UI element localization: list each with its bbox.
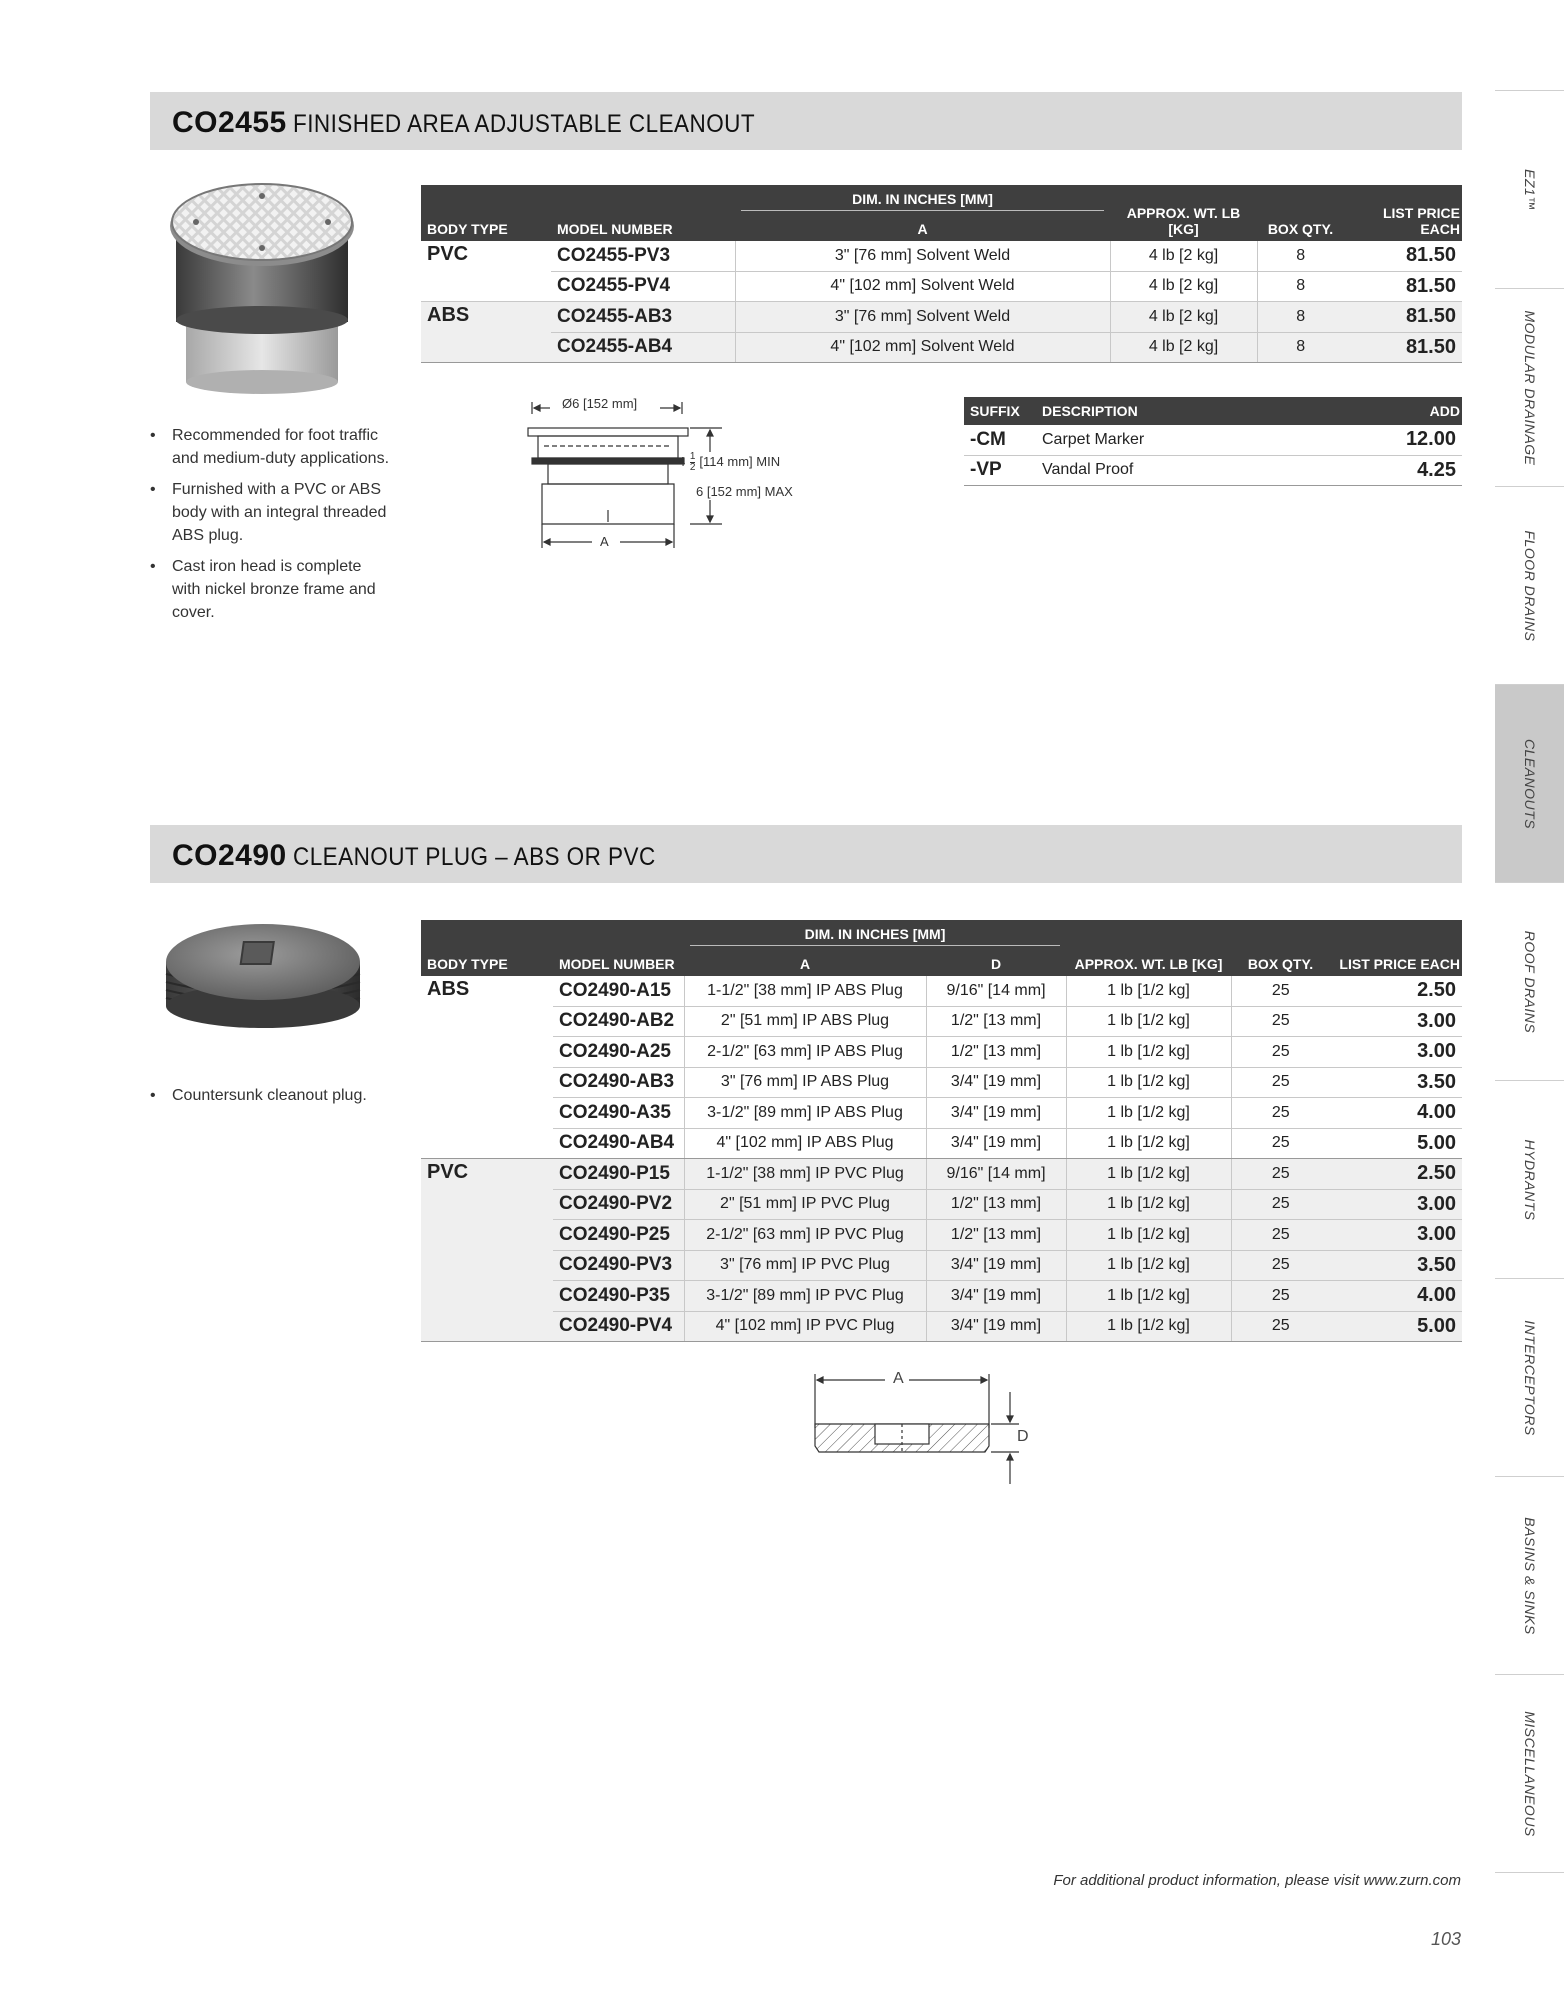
model-number-header: MODEL NUMBER <box>553 948 684 976</box>
tab-cleanouts[interactable] <box>1495 684 1564 883</box>
model-cell: CO2490-PV2 <box>553 1189 684 1220</box>
dim-a-cell: 3" [76 mm] Solvent Weld <box>735 241 1110 271</box>
tab-miscellaneous[interactable] <box>1495 1674 1564 1873</box>
co2490-spec-table <box>421 920 1462 1342</box>
dim-d-cell: 3/4" [19 mm] <box>926 1128 1066 1159</box>
table-row <box>421 1037 1462 1068</box>
price-cell: 2.50 <box>1330 1159 1462 1190</box>
add-header: ADD <box>1362 397 1462 425</box>
co2490-features <box>150 1084 390 1115</box>
body-type-cell: ABS <box>421 976 553 1159</box>
table-row <box>964 455 1462 486</box>
table-row <box>421 1281 1462 1312</box>
dim-d-cell: 1/2" [13 mm] <box>926 1006 1066 1037</box>
table-row <box>421 1128 1462 1159</box>
price-cell: 4.00 <box>1330 1281 1462 1312</box>
tab-label: BASINS & SINKS <box>1521 1517 1538 1635</box>
price-cell: 3.50 <box>1330 1250 1462 1281</box>
weight-cell: 1 lb [1/2 kg] <box>1066 1311 1231 1342</box>
price-cell: 3.00 <box>1330 1006 1462 1037</box>
dim-a-label: A <box>893 1370 904 1387</box>
weight-cell: 1 lb [1/2 kg] <box>1066 1037 1231 1068</box>
box-qty-cell: 25 <box>1231 1189 1330 1220</box>
section-header-co2455 <box>150 92 1462 150</box>
box-qty-cell: 25 <box>1231 1220 1330 1251</box>
weight-cell: 4 lb [2 kg] <box>1110 271 1257 302</box>
box-qty-cell: 25 <box>1231 1281 1330 1312</box>
box-qty-cell: 25 <box>1231 1159 1330 1190</box>
box-qty-header: BOX QTY. <box>1231 920 1330 976</box>
dim-a-cell: 1-1/2" [38 mm] IP ABS Plug <box>684 976 926 1006</box>
model-cell: CO2490-PV4 <box>553 1311 684 1342</box>
dim-a-header: A <box>735 213 1110 241</box>
co2455-features <box>150 424 390 632</box>
tab-modular-drainage[interactable] <box>1495 288 1564 487</box>
table-row <box>421 1098 1462 1129</box>
tab-ez1[interactable] <box>1495 90 1564 289</box>
price-cell: 3.00 <box>1330 1037 1462 1068</box>
dim-d-cell: 3/4" [19 mm] <box>926 1250 1066 1281</box>
dim-a-cell: 3" [76 mm] IP PVC Plug <box>684 1250 926 1281</box>
body-type-cell: ABS <box>421 302 551 363</box>
box-qty-cell: 8 <box>1257 302 1344 333</box>
dim-a-cell: 2" [51 mm] IP ABS Plug <box>684 1006 926 1037</box>
dim-d-cell: 3/4" [19 mm] <box>926 1098 1066 1129</box>
weight-cell: 1 lb [1/2 kg] <box>1066 1159 1231 1190</box>
dim-a-cell: 4" [102 mm] IP PVC Plug <box>684 1311 926 1342</box>
tab-label: FLOOR DRAINS <box>1521 530 1538 642</box>
model-cell: CO2490-AB4 <box>553 1128 684 1159</box>
weight-header: APPROX. WT. LB [KG] <box>1110 185 1257 241</box>
weight-cell: 1 lb [1/2 kg] <box>1066 1250 1231 1281</box>
list-price-header: LIST PRICE EACH <box>1330 920 1462 976</box>
box-qty-cell: 25 <box>1231 1037 1330 1068</box>
table-row <box>964 425 1462 455</box>
description-cell: Vandal Proof <box>1036 455 1362 486</box>
adjustable-cleanout-photo <box>160 182 366 397</box>
dim-a-cell: 2" [51 mm] IP PVC Plug <box>684 1189 926 1220</box>
price-cell: 81.50 <box>1344 302 1462 333</box>
model-cell: CO2490-A25 <box>553 1037 684 1068</box>
dim-a-cell: 3-1/2" [89 mm] IP ABS Plug <box>684 1098 926 1129</box>
add-price-cell: 4.25 <box>1362 455 1462 486</box>
model-cell: CO2490-P25 <box>553 1220 684 1251</box>
tab-basins-sinks[interactable] <box>1495 1476 1564 1675</box>
feature-item: • Furnished with a PVC or ABS body with an integral threaded ABS plug. <box>150 481 387 544</box>
dim-d-cell: 9/16" [14 mm] <box>926 976 1066 1006</box>
suffix-cell: -VP <box>964 455 1036 486</box>
tab-floor-drains[interactable] <box>1495 486 1564 685</box>
feature-item: • Cast iron head is complete with nickel bronze frame and cover. <box>150 558 376 621</box>
price-cell: 3.50 <box>1330 1067 1462 1098</box>
dim-a-cell: 4" [102 mm] Solvent Weld <box>735 332 1110 363</box>
dim-a-header: A <box>684 948 926 976</box>
model-cell: CO2455-AB3 <box>551 302 735 333</box>
model-cell: CO2490-PV3 <box>553 1250 684 1281</box>
tab-label: EZ1™ <box>1521 169 1538 211</box>
table-row <box>421 241 1462 271</box>
box-qty-cell: 25 <box>1231 1128 1330 1159</box>
price-cell: 5.00 <box>1330 1128 1462 1159</box>
tab-label: CLEANOUTS <box>1521 738 1538 830</box>
price-cell: 5.00 <box>1330 1311 1462 1342</box>
box-qty-cell: 8 <box>1257 332 1344 363</box>
price-cell: 81.50 <box>1344 271 1462 302</box>
cleanout-plug-photo <box>160 912 366 1042</box>
add-price-cell: 12.00 <box>1362 425 1462 455</box>
min-height-label: 4 $\frac{1}{2}$ [114 mm] MIN <box>678 451 781 473</box>
tab-label: INTERCEPTORS <box>1521 1320 1538 1436</box>
model-cell: CO2490-A15 <box>553 976 684 1006</box>
description-cell: Carpet Marker <box>1036 425 1362 455</box>
table-row <box>421 1189 1462 1220</box>
weight-cell: 1 lb [1/2 kg] <box>1066 1098 1231 1129</box>
box-qty-cell: 8 <box>1257 241 1344 271</box>
weight-header: APPROX. WT. LB [KG] <box>1066 920 1231 976</box>
suffix-table <box>964 397 1462 486</box>
weight-cell: 1 lb [1/2 kg] <box>1066 976 1231 1006</box>
price-cell: 81.50 <box>1344 332 1462 363</box>
dim-d-cell: 3/4" [19 mm] <box>926 1281 1066 1312</box>
tab-interceptors[interactable] <box>1495 1278 1564 1477</box>
diameter-label: Ø6 [152 mm] <box>562 396 638 411</box>
table-row <box>421 302 1462 333</box>
tabs-end-divider <box>1495 1872 1564 1873</box>
dim-a-cell: 2-1/2" [63 mm] IP ABS Plug <box>684 1037 926 1068</box>
tab-label: HYDRANTS <box>1521 1139 1538 1221</box>
feature-item: • Recommended for foot traffic and medium-duty applications. <box>150 427 390 467</box>
weight-cell: 1 lb [1/2 kg] <box>1066 1006 1231 1037</box>
table-row <box>421 1250 1462 1281</box>
weight-cell: 4 lb [2 kg] <box>1110 332 1257 363</box>
dim-a-cell: 4" [102 mm] Solvent Weld <box>735 271 1110 302</box>
list-price-header: LIST PRICE EACH <box>1344 185 1462 241</box>
dim-d-cell: 3/4" [19 mm] <box>926 1067 1066 1098</box>
box-qty-cell: 25 <box>1231 1311 1330 1342</box>
box-qty-cell: 8 <box>1257 271 1344 302</box>
weight-cell: 4 lb [2 kg] <box>1110 302 1257 333</box>
feature-item: • Countersunk cleanout plug. <box>150 1087 367 1104</box>
body-type-header: BODY TYPE <box>421 213 551 241</box>
model-number-header: MODEL NUMBER <box>551 213 735 241</box>
box-qty-cell: 25 <box>1231 1006 1330 1037</box>
model-cell: CO2490-P35 <box>553 1281 684 1312</box>
max-height-label: 6 [152 mm] MAX <box>696 484 793 499</box>
tab-label: MISCELLANEOUS <box>1521 1711 1538 1837</box>
co2455-dimension-diagram <box>520 390 820 565</box>
weight-cell: 1 lb [1/2 kg] <box>1066 1189 1231 1220</box>
dim-d-cell: 1/2" [13 mm] <box>926 1220 1066 1251</box>
model-cell: CO2490-AB2 <box>553 1006 684 1037</box>
body-type-header: BODY TYPE <box>421 948 553 976</box>
price-cell: 3.00 <box>1330 1220 1462 1251</box>
dim-d-header: D <box>926 948 1066 976</box>
suffix-header: SUFFIX <box>964 397 1036 425</box>
table-row <box>421 271 1462 302</box>
dim-d-cell: 1/2" [13 mm] <box>926 1189 1066 1220</box>
price-cell: 81.50 <box>1344 241 1462 271</box>
dim-a-cell: 3-1/2" [89 mm] IP PVC Plug <box>684 1281 926 1312</box>
tab-hydrants[interactable] <box>1495 1080 1564 1279</box>
model-cell: CO2455-PV3 <box>551 241 735 271</box>
dim-a-cell: 4" [102 mm] IP ABS Plug <box>684 1128 926 1159</box>
model-cell: CO2490-P15 <box>553 1159 684 1190</box>
model-cell: CO2455-AB4 <box>551 332 735 363</box>
price-cell: 3.00 <box>1330 1189 1462 1220</box>
box-qty-cell: 25 <box>1231 1067 1330 1098</box>
table-row <box>421 1159 1462 1190</box>
co2455-spec-table <box>421 185 1462 363</box>
dim-d-cell: 3/4" [19 mm] <box>926 1311 1066 1342</box>
tab-roof-drains[interactable] <box>1495 882 1564 1081</box>
dim-a-label: A <box>600 534 609 549</box>
footer-note: For additional product information, please visit www.zurn.com <box>1053 1872 1461 1889</box>
box-qty-cell: 25 <box>1231 1098 1330 1129</box>
body-type-cell: PVC <box>421 241 551 302</box>
tab-label: ROOF DRAINS <box>1521 930 1538 1034</box>
weight-cell: 1 lb [1/2 kg] <box>1066 1281 1231 1312</box>
weight-cell: 4 lb [2 kg] <box>1110 241 1257 271</box>
dim-a-cell: 1-1/2" [38 mm] IP PVC Plug <box>684 1159 926 1190</box>
weight-cell: 1 lb [1/2 kg] <box>1066 1067 1231 1098</box>
dim-a-cell: 3" [76 mm] Solvent Weld <box>735 302 1110 333</box>
model-cell: CO2455-PV4 <box>551 271 735 302</box>
table-row <box>421 1006 1462 1037</box>
page-number: 103 <box>1430 1929 1461 1949</box>
co2490-dimension-diagram <box>805 1370 1045 1495</box>
box-qty-cell: 25 <box>1231 1250 1330 1281</box>
price-cell: 2.50 <box>1330 976 1462 1006</box>
price-cell: 4.00 <box>1330 1098 1462 1129</box>
box-qty-cell: 25 <box>1231 976 1330 1006</box>
body-type-cell: PVC <box>421 1159 553 1342</box>
dim-d-cell: 1/2" [13 mm] <box>926 1037 1066 1068</box>
model-cell: CO2490-AB3 <box>553 1067 684 1098</box>
weight-cell: 1 lb [1/2 kg] <box>1066 1128 1231 1159</box>
model-cell: CO2490-A35 <box>553 1098 684 1129</box>
tab-label: MODULAR DRAINAGE <box>1521 310 1538 466</box>
suffix-cell: -CM <box>964 425 1036 455</box>
dim-a-cell: 3" [76 mm] IP ABS Plug <box>684 1067 926 1098</box>
dim-d-label: D <box>1017 1428 1029 1445</box>
box-qty-header: BOX QTY. <box>1257 185 1344 241</box>
table-row <box>421 1311 1462 1342</box>
section-header-co2490 <box>150 825 1462 883</box>
table-row <box>421 1220 1462 1251</box>
dim-group-header: DIM. IN INCHES [MM] <box>735 185 1110 213</box>
table-row <box>421 332 1462 363</box>
section-title: CO2490 CLEANOUT PLUG – ABS OR PVC <box>172 839 656 872</box>
description-header: DESCRIPTION <box>1036 397 1362 425</box>
table-row <box>421 1067 1462 1098</box>
weight-cell: 1 lb [1/2 kg] <box>1066 1220 1231 1251</box>
section-title: CO2455 FINISHED AREA ADJUSTABLE CLEANOUT <box>172 106 755 139</box>
dim-group-header: DIM. IN INCHES [MM] <box>684 920 1066 948</box>
dim-d-cell: 9/16" [14 mm] <box>926 1159 1066 1190</box>
dim-a-cell: 2-1/2" [63 mm] IP PVC Plug <box>684 1220 926 1251</box>
table-row <box>421 976 1462 1006</box>
